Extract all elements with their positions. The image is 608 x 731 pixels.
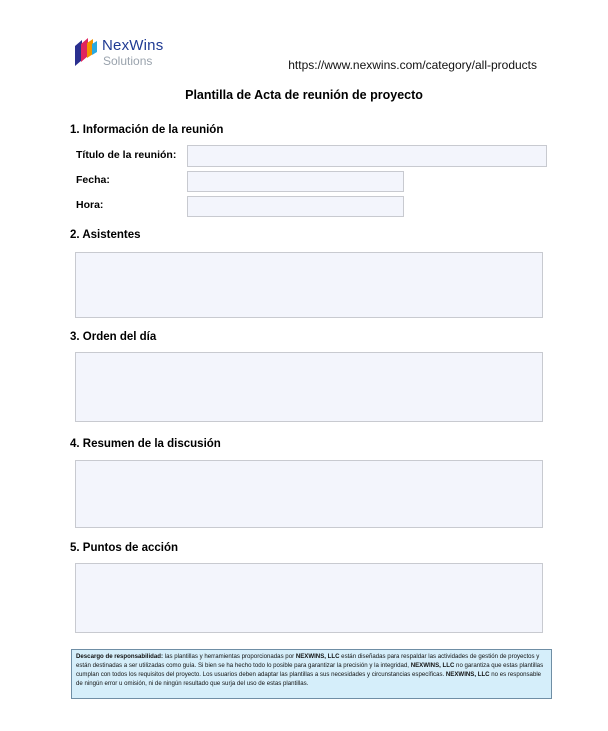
website-link[interactable]: https://www.nexwins.com/category/all-products [288, 58, 537, 72]
date-label: Fecha: [76, 174, 110, 186]
disclaimer-company-1: NEXWINS, LLC [295, 653, 340, 660]
nexwins-logo-icon [72, 38, 98, 68]
action-items-area[interactable] [75, 563, 543, 633]
disclaimer-lead: Descargo de responsabilidad: [76, 653, 164, 660]
date-field[interactable] [187, 171, 404, 192]
time-field[interactable] [187, 196, 404, 217]
meeting-title-field[interactable] [187, 145, 547, 167]
disclaimer-text-1: las plantillas y herramientas proporcionadas por [163, 653, 296, 660]
attendees-area[interactable] [75, 252, 543, 318]
section-heading-attendees: 2. Asistentes [70, 229, 141, 241]
company-logo [72, 36, 182, 72]
disclaimer-text-2: están diseñadas para respaldar las actividades de gestión de proyectos y están destinadas a ser utilizadas como guía. Si bien se ha hecho todo lo posible para garantizar la precisión y la integridad, [76, 653, 540, 669]
disclaimer-text-3: no garantiza que estas plantillas cumplan con todos los requisitos del proyecto. Los usuarios deben adaptar las plantillas a sus necesidades y circunstancias específicas. [76, 662, 544, 678]
logo-subtitle: Solutions [103, 54, 153, 68]
disclaimer-box [71, 649, 552, 699]
logo-name: NexWins [102, 37, 164, 54]
section-heading-action-items: 5. Puntos de acción [70, 542, 178, 554]
section-heading-meeting-info: 1. Información de la reunión [70, 124, 224, 136]
section-heading-agenda: 3. Orden del día [70, 331, 157, 343]
section-heading-discussion-summary: 4. Resumen de la discusión [70, 438, 221, 450]
agenda-area[interactable] [75, 352, 543, 422]
discussion-summary-area[interactable] [75, 460, 543, 528]
disclaimer-company-3: NEXWINS, LLC [445, 671, 490, 678]
meeting-title-label: Título de la reunión: [76, 149, 177, 161]
document-title: Plantilla de Acta de reunión de proyecto [185, 88, 423, 102]
disclaimer-text-4: no es responsable de ningún error u omisión, ni de ningún resultado que surja del uso de estas plantillas. [76, 671, 542, 687]
disclaimer-company-2: NEXWINS, LLC [410, 662, 455, 669]
time-label: Hora: [76, 199, 104, 211]
